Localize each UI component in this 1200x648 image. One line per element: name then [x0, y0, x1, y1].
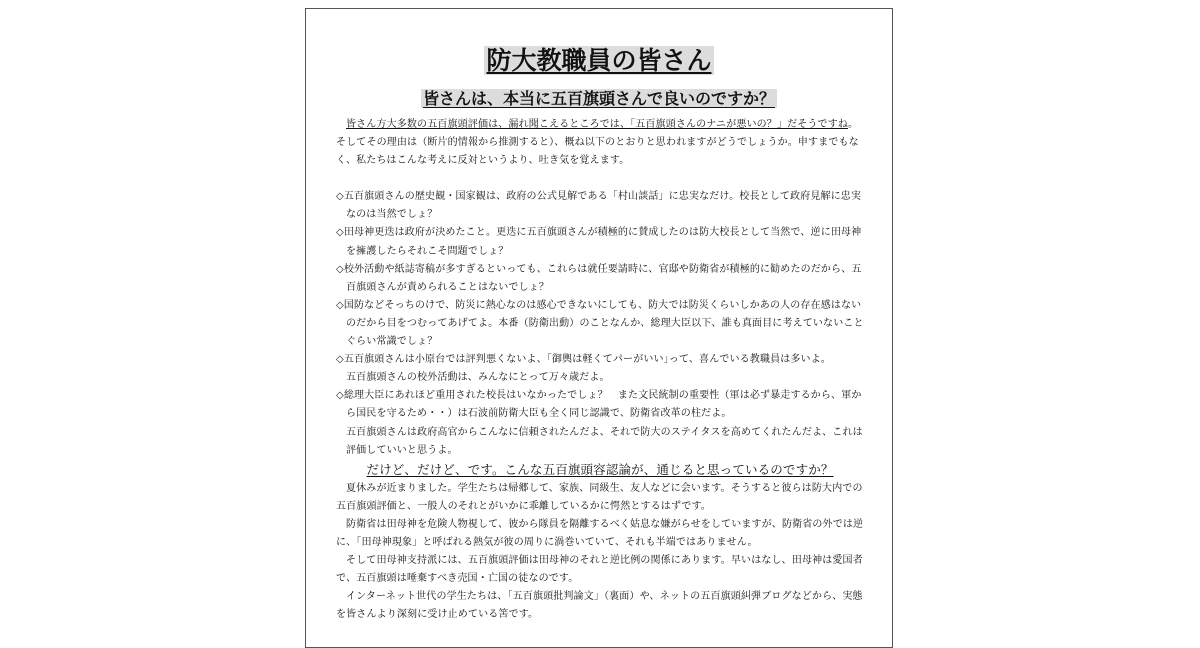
intro-rest-text: 。そしてその理由は（断片的情報から推測すると）、概ね以下のとおりと思われますがどうでしょうか。申すまでもなく、私たちはこんな考えに反対というより、吐き気を覚えます。	[336, 119, 859, 167]
body-paragraph: 防衛省は田母神を危険人物視して、彼から隊員を隔離するべく姑息な嫌がらせをしていますが、防衛省の外では逆に、「田母神現象」と呼ばれる熱気が彼の周りに渦巻いていて、それも半端ではありません。	[336, 518, 864, 548]
document-page	[305, 8, 893, 648]
page-title	[306, 45, 892, 77]
bullet-item: ◇田母神更迭は政府が決めたこと。更迭に五百旗頭さんが積極的に賛成したのは防大校長として当然で、逆に田母神を擁護したらそれこそ問題でしょ？	[336, 227, 862, 257]
intro-paragraph	[336, 116, 864, 170]
intro-underlined-text: 皆さん方大多数の五百旗頭評価は、漏れ聞こえるところでは、「五百旗頭さんのナニが悪いの？」だそうですね	[346, 119, 848, 130]
body-paragraph: そして田母神支持派には、五百旗頭評価は田母神のそれと逆比例の関係にあります。早いはなし、田母神は愛国者で、五百旗頭は唾棄すべき売国・亡国の徒なのです。	[336, 555, 863, 585]
page-subtitle-text: 皆さんは、本当に五百旗頭さんで良いのですか？	[422, 89, 775, 108]
body-paragraph: 夏休みが近まりました。学生たちは帰郷して、家族、同級生、友人などに会います。そうすると彼らは防大内での五百旗頭評価と、一般人のそれとがいかに乖離しているかに愕然とするはずです。	[336, 482, 863, 512]
blank-line	[336, 170, 864, 188]
bullet-sub-item: 五百旗頭さんの校外活動は、みんなにとって万々歳だよ。	[346, 372, 610, 384]
bullet-item: ◇総理大臣にあれほど重用された校長はいなかったでしょ？ また文民統制の重要性（軍は必ず暴走するから、軍から国民を守るため・・）は石波前防衛大臣も全く同じ認識で、防衛省改革の柱だよ。	[336, 390, 862, 420]
page-subtitle	[306, 89, 892, 109]
document-body	[336, 116, 864, 624]
bullet-item: ◇五百旗頭さんの歴史観・国家観は、政府の公式見解である「村山談話」に忠実なだけ。校長として政府見解に忠実なのは当然でしょ？	[336, 191, 862, 221]
bullet-item: ◇校外活動や紙誌寄稿が多すぎるといっても、これらは就任要請時に、官邸や防衛省が積極的に勧めたのだから、五百旗頭さんが責められることはないでしょ？	[336, 263, 862, 293]
bullet-item: ◇国防などそっちのけで、防災に熱心なのは感心できないにしても、防大では防災くらいしかあの人の存在感はないのだから目をつむってあげてよ。本番（防衛出動）のことなんか、総理大臣以下、誰も真面目に考えていないことぐらい常識でしょ？	[336, 299, 864, 348]
bullet-sub-item: 五百旗頭さんは政府高官からこんなに信頼されたんだよ、それで防大のステイタスを高めてくれたんだよ、これは評価していいと思うよ。	[346, 426, 863, 456]
body-paragraph: インターネット世代の学生たちは、「五百旗頭批判論文」（裏面）や、ネットの五百旗頭糾弾ブログなどから、実態を皆さんより深刻に受け止めている筈です。	[336, 591, 863, 621]
section-heading: だけど、だけど、です。こんな五百旗頭容認論が、通じると思っているのですか？	[366, 461, 834, 477]
bullet-item: ◇五百旗頭さんは小原台では評判悪くないよ、｢御輿は軽くてパーがいい｣って、喜んでいる教職員は多いよ。	[336, 354, 831, 366]
page-title-text: 防大教職員の皆さん	[486, 46, 712, 75]
